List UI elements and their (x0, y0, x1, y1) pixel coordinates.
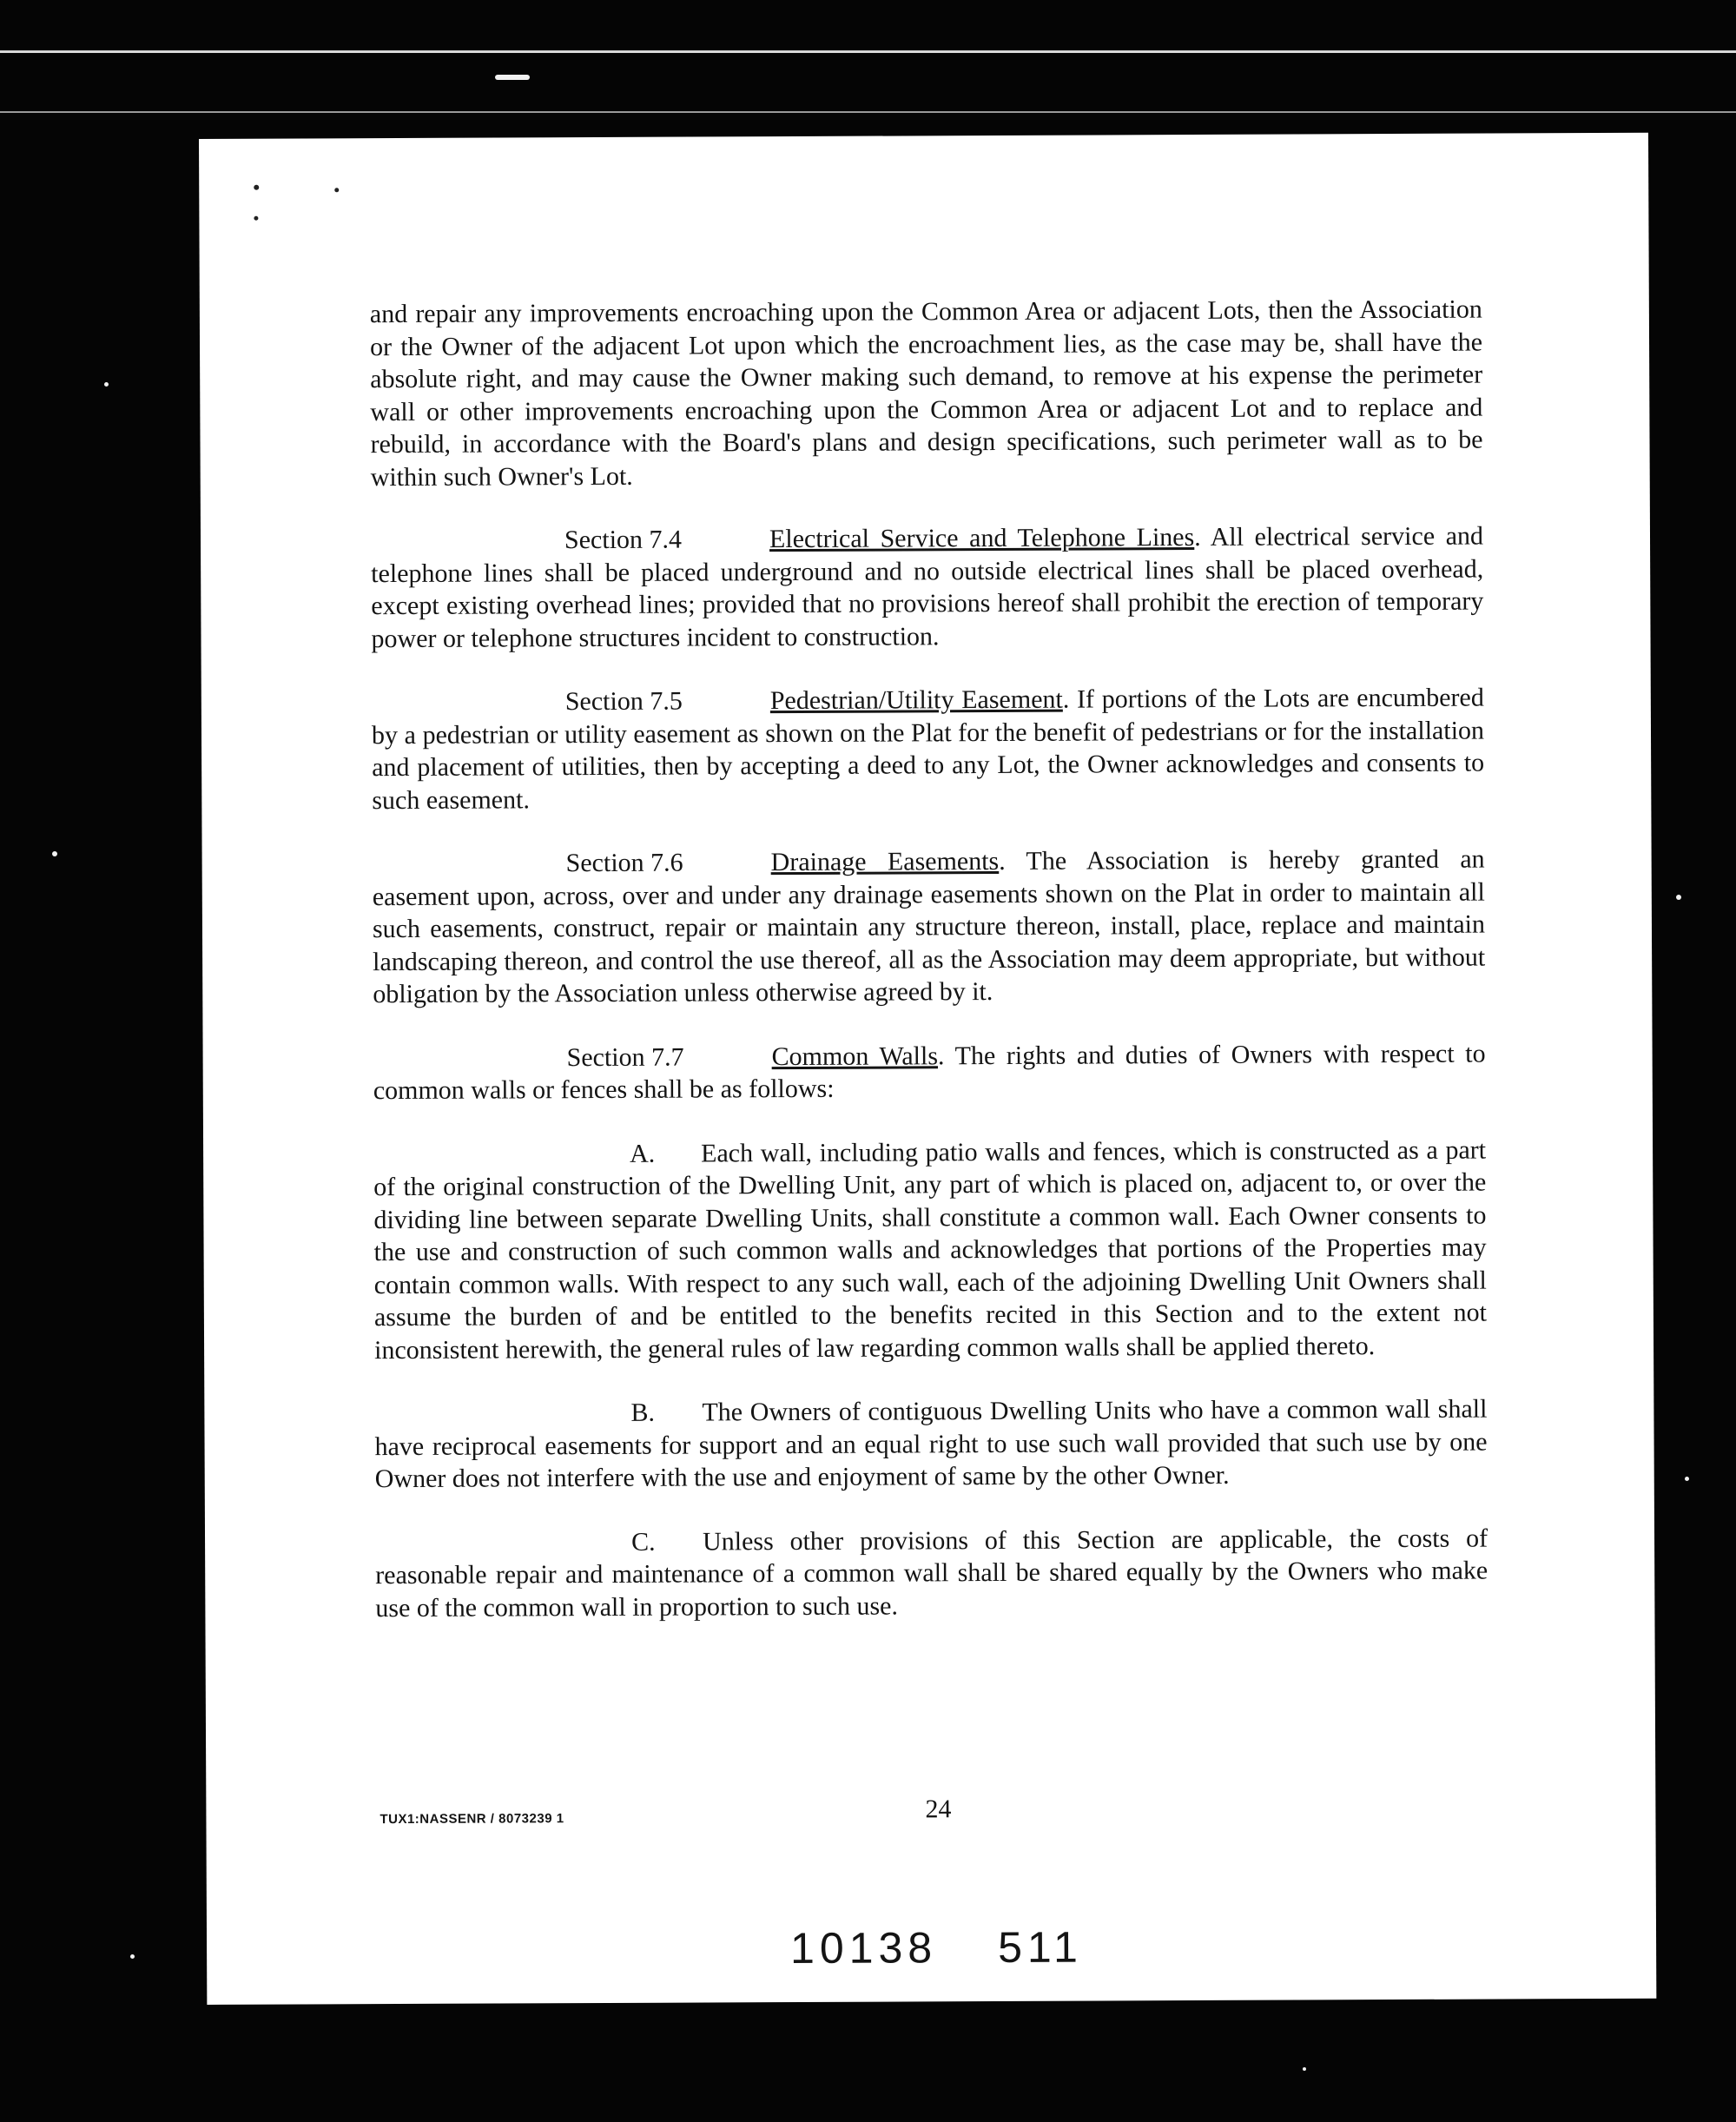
stamp-page: 511 (998, 1922, 1083, 1973)
subsection-text: The Owners of contiguous Dwelling Units who have a common wall shall have reciprocal easements for support and an equal right to use such wall provided that such use by one Owner does not interfere with the use and enjoyment of same by the other Owner. (374, 1394, 1488, 1494)
scan-speck (130, 1954, 135, 1959)
subsection-a (373, 1134, 1487, 1366)
section-7-7 (373, 1037, 1486, 1107)
subsection-b (374, 1393, 1487, 1496)
section-text: . If portions of the Lots are encumbered by a pedestrian or utility easement as shown on the Plat for the benefit of pedestrians or for the installation and placement of utilities, then by accepting a deed to any Lot, the Owner acknowledges and consents to such easement. (371, 683, 1485, 815)
section-text: . All electrical service and telephone lines shall be placed underground and no outside electrical lines shall be placed overhead, except existing overhead lines; provided that no provisions hereof shall prohibit the erection of temporary power or telephone structures incident to construction. (371, 521, 1484, 653)
scan-speck (1685, 1477, 1689, 1481)
scan-speck (495, 75, 530, 80)
margin-mark (254, 185, 259, 190)
scan-speck (1303, 2067, 1306, 2071)
subsection-c (375, 1522, 1488, 1624)
section-number: Section 7.7 (566, 1042, 684, 1072)
section-title: Pedestrian/Utility Easement (769, 684, 1063, 716)
footer-document-id: TUX1:NASSENR / 8073239 1 (380, 1811, 564, 1828)
opening-paragraph: and repair any improvements encroaching upon the Common Area or adjacent Lots, then the Association or the Owner of the adjacent Lot upon which the encroachment lies, as the case may be, shall have the absolute right, and may cause the Owner making such demand, to remove at his expense the perimeter wall or other improvements encroaching upon the Common Area or adjacent Lot and to replace and rebuild, in accordance with the Board's plans and design specifications, such perimeter wall as to be within such Owner's Lot. (369, 294, 1483, 492)
scan-speck (104, 382, 109, 387)
section-number: Section 7.5 (564, 686, 683, 717)
body-text (370, 294, 1488, 1625)
section-7-6 (373, 843, 1486, 1011)
section-number: Section 7.4 (564, 525, 683, 555)
subsection-text: Each wall, including patio walls and fences, which is constructed as a part of the original construction of the Dwelling Unit, any part of which is placed on, adjacent to, or over the dividing line between separate Dwelling Units, shall constitute a common wall. Each Owner consents to the use and construction of such common walls and acknowledges that portions of the Properties may contain common walls. With respect to any such wall, each of the adjoining Dwelling Unit Owners shall assume the burden of and be entitled to the benefits recited in this Section and to the extent not inconsistent herewith, the general rules of law regarding common walls shall be applied thereto. (373, 1135, 1487, 1365)
document-page (199, 133, 1656, 2005)
section-number: Section 7.6 (565, 848, 683, 878)
recording-stamp (790, 1922, 1083, 1973)
scan-speck (52, 851, 57, 856)
scan-edge-line (0, 50, 1736, 53)
subsection-text: Unless other provisions of this Section are applicable, the costs of reasonable repair and maintenance of a common wall shall be shared equally by the Owners who make use of the common wall in proportion to such use. (375, 1524, 1488, 1623)
section-title: Common Walls (771, 1041, 939, 1071)
margin-mark (254, 216, 258, 221)
subsection-letter: A. (630, 1139, 656, 1168)
section-text: . The rights and duties of Owners with respect to common walls or fences shall be as follows: (373, 1039, 1486, 1106)
stamp-book: 10138 (789, 1923, 938, 1973)
section-7-5 (372, 682, 1485, 817)
subsection-letter: C. (630, 1527, 656, 1557)
scan-speck (1676, 895, 1681, 900)
section-title: Drainage Easements (770, 846, 1000, 877)
section-7-4 (371, 520, 1484, 656)
subsection-letter: B. (630, 1398, 655, 1427)
margin-mark (334, 188, 339, 192)
scan-edge-line (0, 111, 1736, 113)
section-title: Electrical Service and Telephone Lines (769, 523, 1195, 554)
section-text: . The Association is hereby granted an easement upon, across, over and under any drainage easements shown on the Plat in order to maintain all such easements, construct, repair or maintain any structure thereon, install, place, replace and maintain landscaping thereon, and control the use thereof, all as the Association may deem appropriate, but without obligation by the Association unless otherwise agreed by it. (372, 844, 1486, 1009)
page-number: 24 (925, 1795, 952, 1824)
